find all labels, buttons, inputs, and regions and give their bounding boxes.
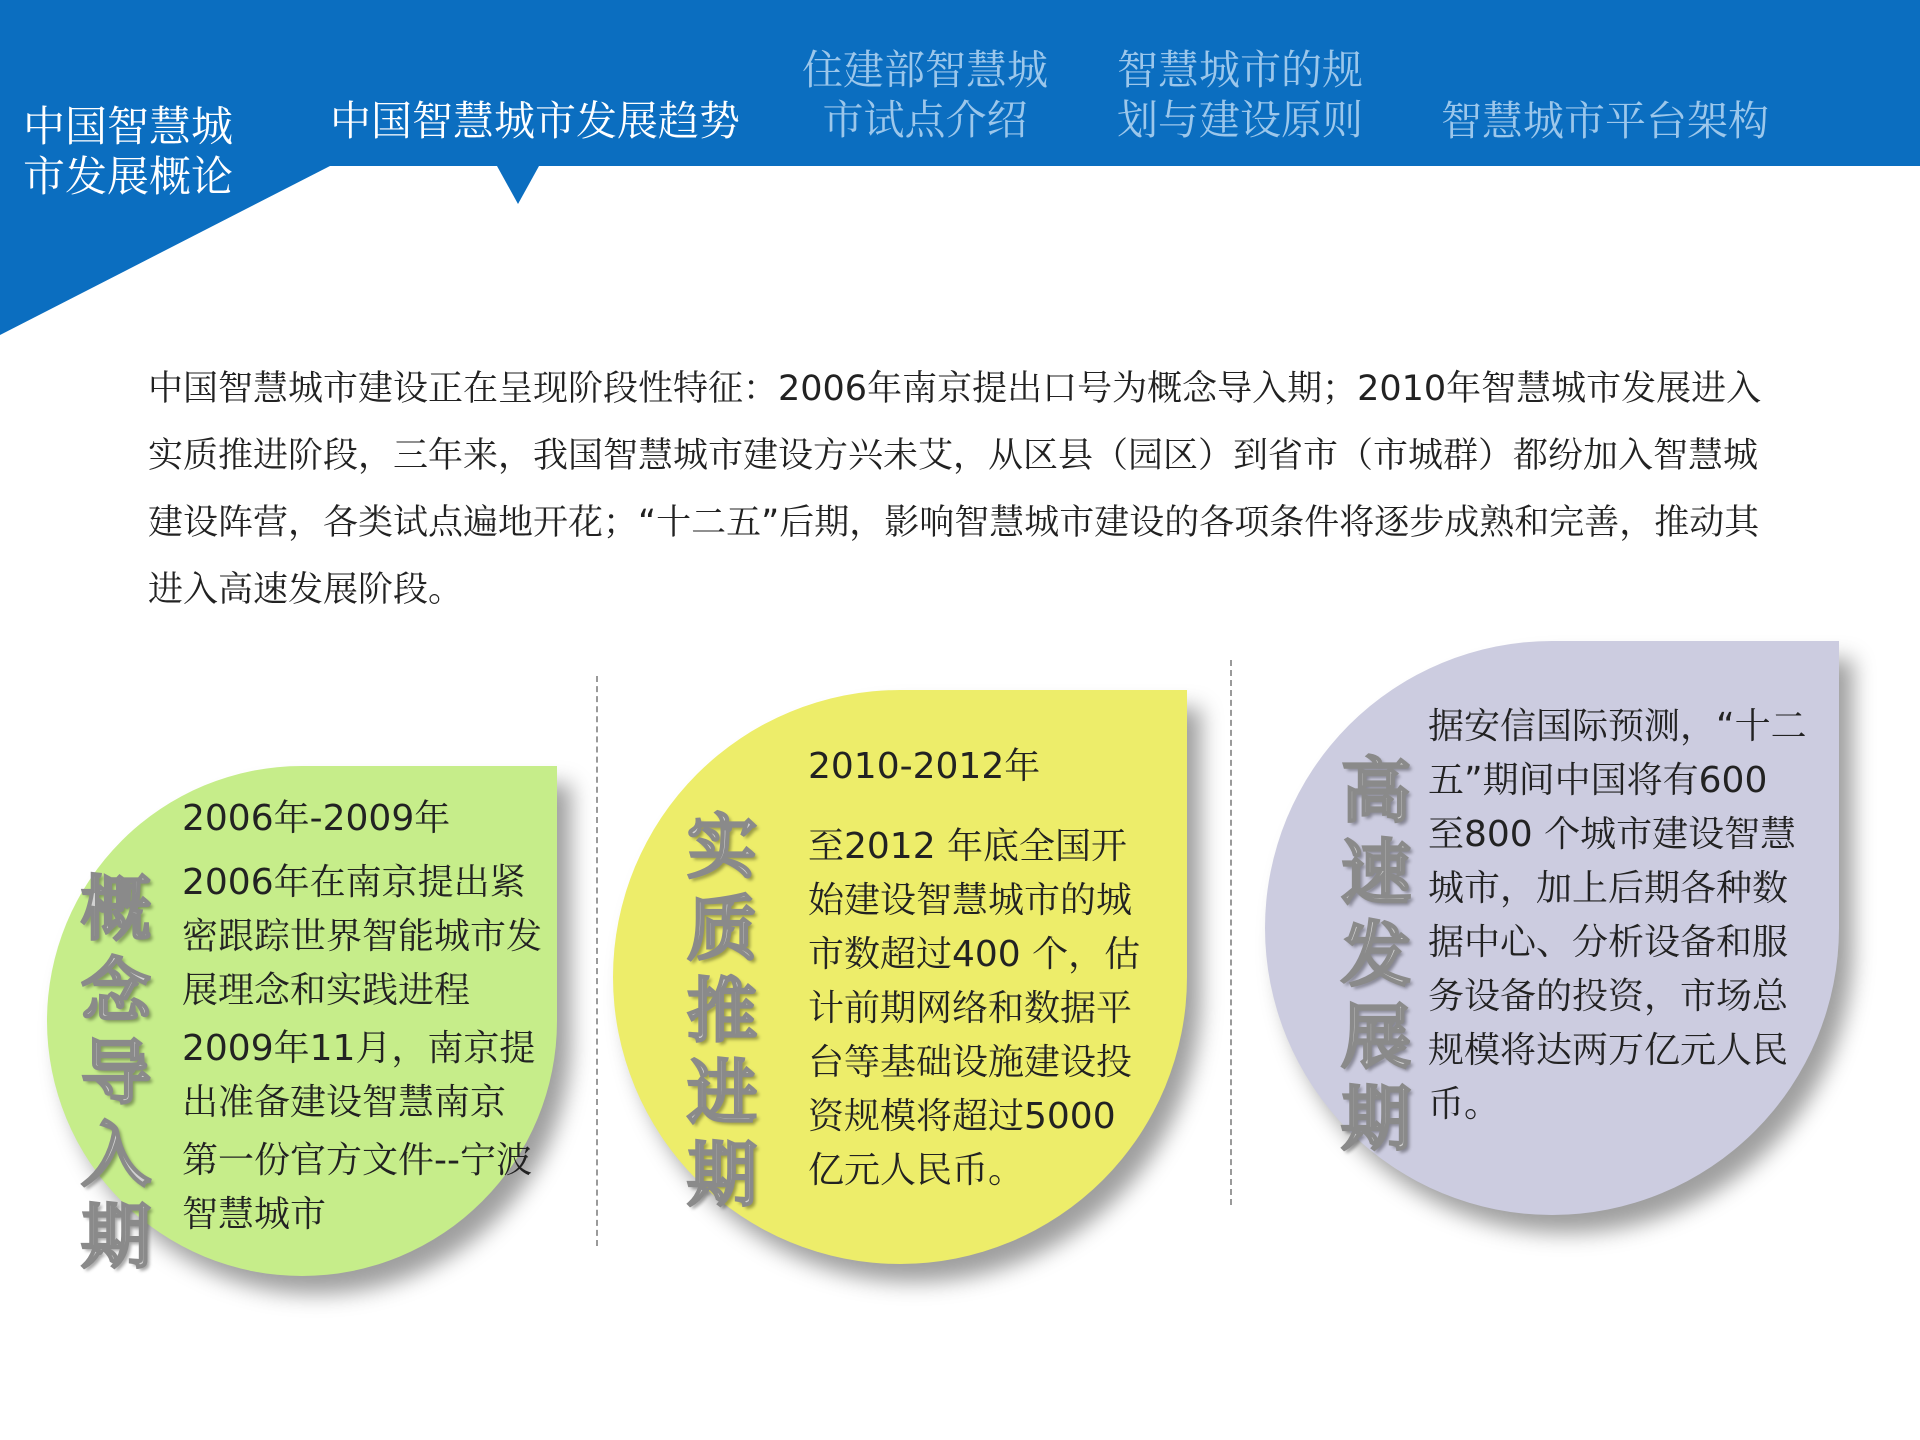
- stage-paragraph: 据安信国际预测，“十二五”期间中国将有600 至800 个城市建设智慧城市，加上后期各种数据中心、分析设备和服务设备的投资，市场总规模将达两万亿元人民币。: [1428, 706, 1807, 1125]
- stage-paragraph: 至2012 年底全国开始建设智慧城市的城市数超过400 个，估计前期网络和数据平台等基础设施建设投资规模将超过5000 亿元人民币。: [808, 826, 1141, 1191]
- stage-title: 实质推进期: [687, 806, 757, 1216]
- active-tab-pointer: [497, 166, 539, 204]
- stage-body: [182, 792, 552, 1242]
- stage-paragraph: 2006年在南京提出紧密跟踪世界智能城市发展理念和实践进程: [182, 862, 543, 1011]
- stage-paragraph: 2009年11月，南京提出准备建设智慧南京: [182, 1028, 536, 1123]
- stage-paragraph: 第一份官方文件--宁波智慧城市: [182, 1140, 532, 1235]
- stage-date: 2006年-2009年: [182, 798, 451, 839]
- nav-tab-trend[interactable]: 中国智慧城市发展趋势: [330, 97, 740, 145]
- stage-date: 2010-2012年: [808, 746, 1041, 787]
- nav-tab-overview[interactable]: 中国智慧城市发展概论: [22, 102, 233, 201]
- nav-tab-pilot[interactable]: [790, 45, 1060, 145]
- stage-title: 高速发展期: [1341, 750, 1411, 1160]
- nav-tab-planning-label: 智慧城市的规划与建设原则: [1117, 46, 1363, 144]
- intro-paragraph: 中国智慧城市建设正在呈现阶段性特征：2006年南京提出口号为概念导入期；2010年智慧城市发展进入实质推进阶段，三年来，我国智慧城市建设方兴未艾，从区县（园区）到省市（市城群）都纷加入智慧城建设阵营，各类试点遍地开花；“十二五”后期，影响智慧城市建设的各项条件将逐步成熟和完善，推动其进入高速发展阶段。: [148, 369, 1762, 610]
- stage-divider: [1230, 660, 1232, 1205]
- stage-body: [1428, 700, 1808, 1132]
- nav-tab-platform[interactable]: 智慧城市平台架构: [1441, 97, 1769, 145]
- stage-divider: [596, 676, 598, 1246]
- stage-title: 概念导入期: [81, 868, 151, 1278]
- stage-body: [808, 740, 1158, 1198]
- nav-tab-planning[interactable]: [1100, 45, 1380, 145]
- nav-tab-pilot-label: 住建部智慧城市试点介绍: [802, 46, 1048, 144]
